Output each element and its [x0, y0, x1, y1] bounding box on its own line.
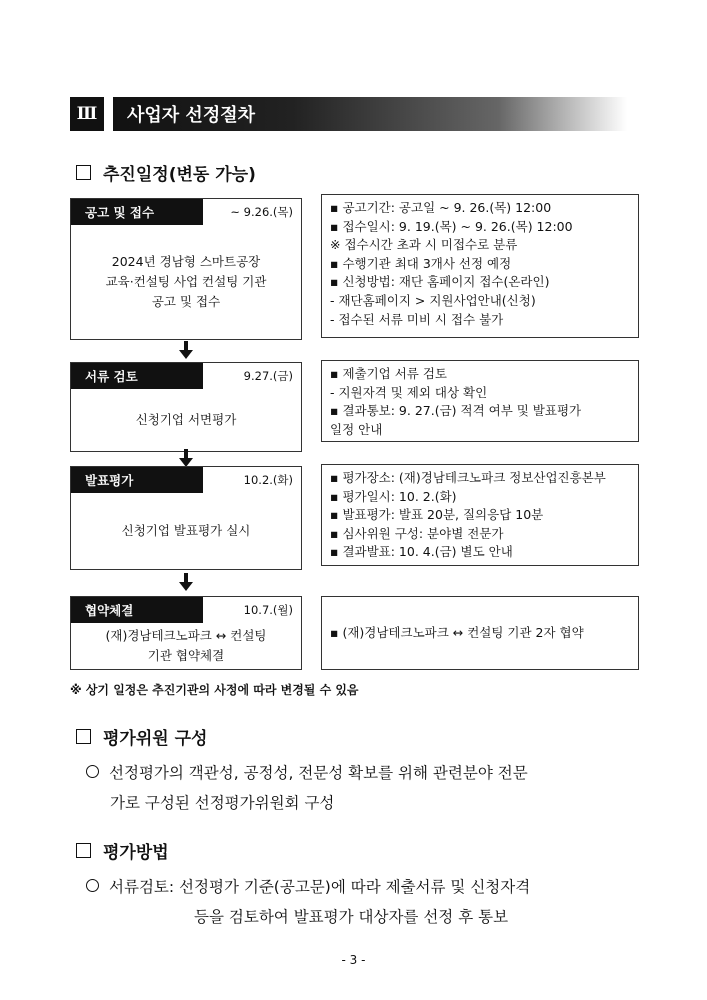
stage-box-agreement	[70, 596, 302, 670]
stage-header	[71, 597, 301, 623]
detail-line: ▪ 평가일시: 10. 2.(화)	[330, 488, 457, 504]
stage-header	[71, 363, 301, 389]
detail-line: ▪ 결과통보: 9. 27.(금) 적격 여부 및 발표평가	[330, 403, 582, 419]
section-title: 사업자 선정절차	[113, 97, 627, 131]
committee-text	[86, 758, 646, 818]
circle-bullet-icon	[86, 765, 99, 778]
checkbox-square-icon	[76, 729, 91, 744]
stage-body	[71, 225, 301, 339]
stage-date: 10.2.(화)	[203, 467, 301, 493]
page-number: - 3 -	[341, 953, 366, 967]
committee-line: 가로 구성된 선정평가위원회 구성	[110, 794, 335, 812]
detail-line: - 재단홈페이지 > 지원사업안내(신청)	[330, 292, 536, 308]
stage-details-announcement	[321, 194, 639, 338]
schedule-note: ※ 상기 일정은 추진기관의 사정에 따라 변경될 수 있음	[70, 683, 359, 697]
stage-title: 발표평가	[85, 473, 134, 488]
stage-box-document-review	[70, 362, 302, 452]
stage-body-line: 2024년 경남형 스마트공장	[111, 254, 261, 269]
stage-box-presentation	[70, 466, 302, 570]
detail-line: ▪ (재)경남테크노파크 ↔ 컨설팅 기관 2자 협약	[330, 624, 584, 640]
arrow-down-icon	[176, 572, 196, 592]
method-line: 서류검토: 선정평가 기준(공고문)에 따라 제출서류 및 신청자격	[109, 878, 531, 896]
stage-details-presentation	[321, 464, 639, 566]
detail-line: ▪ 수행기관 최대 3개사 선정 예정	[330, 255, 512, 271]
stage-date: 9.27.(금)	[203, 363, 301, 389]
stage-details-document-review	[321, 360, 639, 442]
method-heading-text: 평가방법	[103, 843, 169, 863]
stage-box-announcement	[70, 198, 302, 340]
stage-header	[71, 199, 301, 225]
checkbox-square-icon	[76, 165, 91, 180]
schedule-heading-text: 추진일정(변동 가능)	[103, 165, 256, 185]
stage-body-line: 교육·컨설팅 사업 컨설팅 기관	[105, 274, 267, 289]
committee-heading	[76, 724, 207, 749]
stage-body-line: 신청기업 발표평가 실시	[121, 523, 251, 538]
stage-body-line: 신청기업 서면평가	[135, 412, 237, 427]
stage-title: 서류 검토	[85, 369, 138, 384]
detail-line: ▪ 발표평가: 발표 20분, 질의응답 10분	[330, 507, 544, 523]
stage-body	[71, 493, 301, 569]
detail-line: - 접수된 서류 미비 시 접수 불가	[330, 311, 504, 327]
section-number: Ⅲ	[70, 97, 104, 131]
stage-title: 협약체결	[85, 603, 134, 618]
checkbox-square-icon	[76, 843, 91, 858]
detail-line: ▪ 신청방법: 재단 홈페이지 접수(온라인)	[330, 274, 550, 290]
arrow-down-icon	[176, 448, 196, 468]
committee-line: 선정평가의 객관성, 공정성, 전문성 확보를 위해 관련분야 전문	[109, 764, 528, 782]
stage-details-agreement	[321, 596, 639, 670]
arrow-down-icon	[176, 340, 196, 360]
detail-line: ▪ 접수일시: 9. 19.(목) ~ 9. 26.(목) 12:00	[330, 218, 573, 234]
stage-title: 공고 및 접수	[85, 205, 155, 220]
committee-heading-text: 평가위원 구성	[103, 729, 208, 749]
stage-body	[71, 389, 301, 451]
circle-bullet-icon	[86, 879, 99, 892]
stage-date: ~ 9.26.(목)	[203, 199, 301, 225]
detail-line: ▪ 공고기간: 공고일 ~ 9. 26.(목) 12:00	[330, 200, 552, 215]
stage-body-line: 공고 및 접수	[151, 294, 221, 309]
stage-body-line: (재)경남테크노파크 ↔ 컨설팅	[105, 628, 267, 643]
method-text	[86, 872, 646, 932]
detail-line: ▪ 심사위원 구성: 분야별 전문가	[330, 525, 504, 541]
method-line: 등을 검토하여 발표평가 대상자를 선정 후 통보	[194, 908, 509, 926]
detail-line: ▪ 결과발표: 10. 4.(금) 별도 안내	[330, 544, 513, 560]
method-heading	[76, 838, 169, 863]
schedule-heading	[76, 160, 256, 185]
stage-date: 10.7.(월)	[203, 597, 301, 623]
stage-body-line: 기관 협약체결	[147, 648, 225, 663]
stage-body	[71, 623, 301, 669]
detail-line: ※ 접수시간 초과 시 미접수로 분류	[330, 237, 518, 253]
stage-header	[71, 467, 301, 493]
detail-line: - 지원자격 및 제외 대상 확인	[330, 384, 488, 400]
detail-line: ▪ 평가장소: (재)경남테크노파크 정보산업진흥본부	[330, 470, 606, 485]
detail-line: 일정 안내	[330, 421, 383, 437]
detail-line: ▪ 제출기업 서류 검토	[330, 366, 447, 381]
